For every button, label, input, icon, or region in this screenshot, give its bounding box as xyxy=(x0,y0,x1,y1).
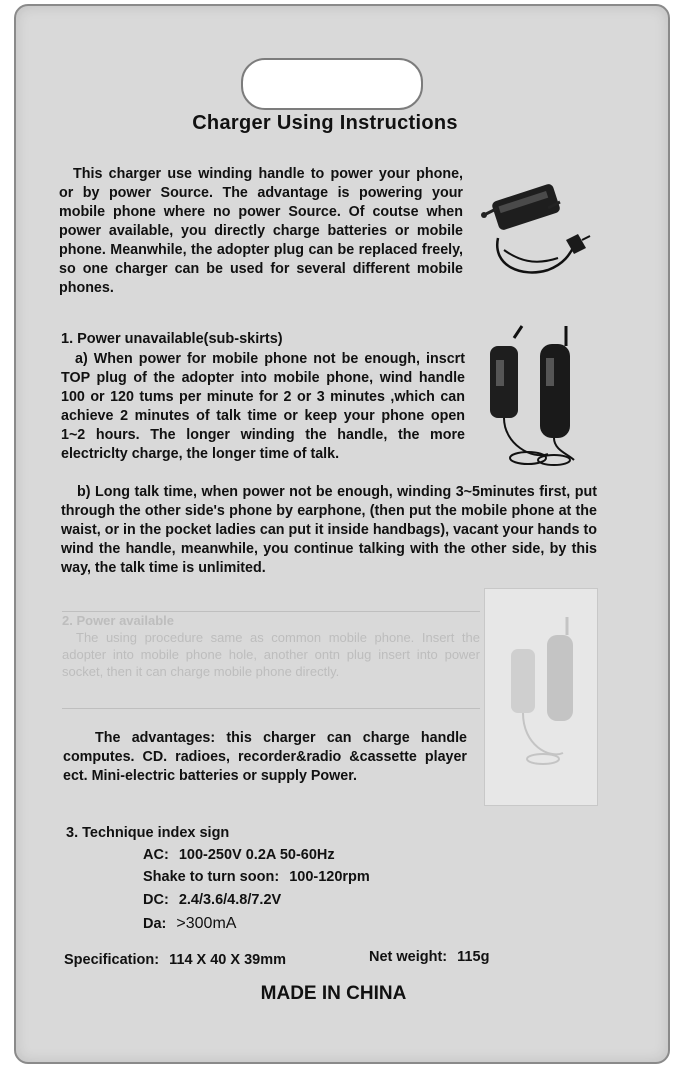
phone-charger-illustration xyxy=(484,324,584,470)
spec-value: 100-120rpm xyxy=(289,869,370,885)
spec-label: Shake to turn soon: xyxy=(143,869,280,885)
faded-phone-illustration xyxy=(499,609,583,779)
specification-value: 114 X 40 X 39mm xyxy=(169,952,287,968)
section3-heading: 3. Technique index sign xyxy=(66,825,230,841)
section2-text: The using procedure same as common mobile phone. Insert the adopter into mobile phone hole, another ontn plug insert into power socket, then it can charge mobile phone directly. xyxy=(62,630,480,679)
spec-row-shake xyxy=(143,869,370,885)
spec-value: 2.4/3.6/4.8/7.2V xyxy=(178,892,282,908)
section1-heading: 1. Power unavailable(sub-skirts) xyxy=(61,331,283,347)
section1-a-paragraph: a) When power for mobile phone not be enough, inscrt TOP plug of the adopter into mobile phone, wind handle 100 or 120 tums per minute for 2 or 3 minutes ,which can achieve 2 minutes of talk time or keep your phone open 1~2 hours. The longer winding the handle, the more electriclty charge, the longer time of talk. xyxy=(61,351,465,462)
section1-b-paragraph: b) Long talk time, when power not be enough, winding 3~5minutes first, put through the other side's phone by earphone, (then put the mobile phone at the waist, or in the pocket ladies can put it inside handbags), vacant your hands to wind the handle, meanwhile, you continue talking with the other side, by this way, the talk time is unlimited. xyxy=(61,484,597,576)
specification-label: Specification: xyxy=(64,952,160,968)
section2-heading: 2. Power available xyxy=(62,613,175,628)
spec-label: DC: xyxy=(143,892,169,908)
net-weight-line xyxy=(369,949,489,965)
intro-paragraph: This charger use winding handle to power your phone, or by power Source. The advantage is powering your mobile phone where no power Source. Of coutse when power available, you directly charge batteries or mobile phone. Meanwhile, the adopter plug can be replaced freely, so one charger can be used for several different mobile phones. xyxy=(59,166,463,296)
net-weight-value: 115g xyxy=(457,949,490,965)
spec-row-ac xyxy=(143,847,335,863)
page-title: Charger Using Instructions xyxy=(192,112,458,134)
faded-section2 xyxy=(62,611,480,709)
net-weight-label: Net weight: xyxy=(369,949,448,965)
spec-value: >300mA xyxy=(176,915,237,932)
spec-label: Da: xyxy=(143,916,167,932)
faded-photo xyxy=(484,588,598,806)
spec-row-dc xyxy=(143,892,281,908)
advantages-paragraph: The advantages: this charger can charge handle computes. CD. radioes, recorder&radio &cassette player ect. Mini-electric batteries or supply Power. xyxy=(63,730,467,784)
made-in-label: MADE IN CHINA xyxy=(260,983,407,1004)
hang-hole xyxy=(241,58,423,110)
specification-line xyxy=(64,952,286,968)
charger-illustration xyxy=(478,178,592,290)
spec-label: AC: xyxy=(143,847,169,863)
spec-row-da xyxy=(143,915,236,933)
spec-value: 100-250V 0.2A 50-60Hz xyxy=(178,847,335,863)
